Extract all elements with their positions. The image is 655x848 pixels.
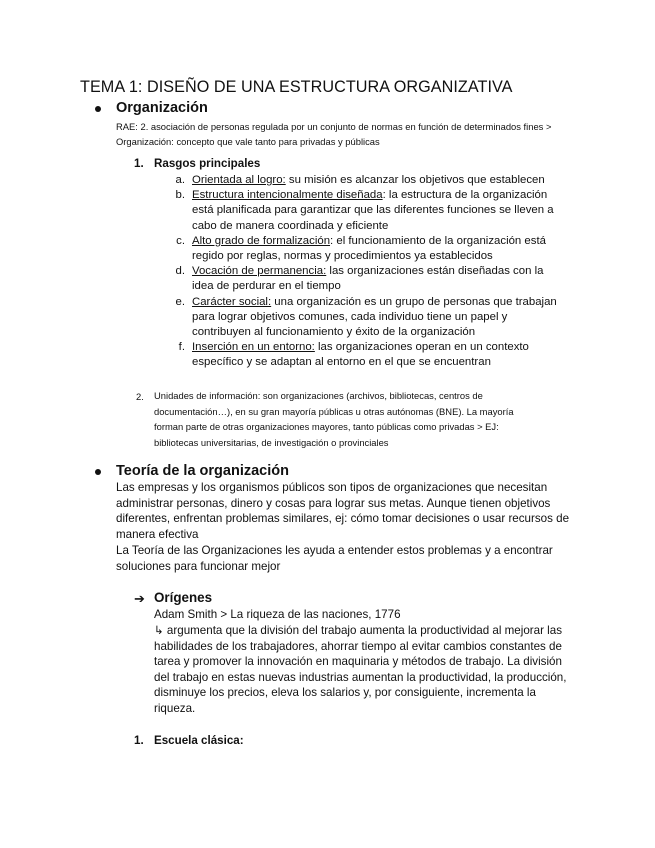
rasgo-item — [178, 340, 612, 370]
list-marker: c. — [176, 234, 185, 247]
bullet-icon — [95, 469, 101, 475]
document-title: TEMA 1: DISEÑO DE UNA ESTRUCTURA ORGANIZATIVA — [80, 78, 513, 96]
rasgos-list — [175, 173, 612, 371]
rasgo-item — [175, 173, 612, 188]
rae-definition: RAE: 2. asociación de personas regulada por un conjunto de normas en función de determinados fines > — [116, 121, 552, 132]
text-line: riqueza. — [154, 702, 196, 715]
text-line: documentación…), en su gran mayoría públicas u otras autónomas (BNE). La mayoría — [154, 405, 514, 417]
text-line: manera efectiva — [116, 527, 199, 541]
rasgo-text: específico y se adaptan al entorno en el que se encuentran — [192, 356, 491, 369]
text-line: disminuye los precios, eleva los salarios y, por consiguiente, incrementa la — [154, 686, 536, 700]
text-line: soluciones para funcionar mejor — [116, 559, 281, 573]
rasgo-text: cabo de manera coordinada y eficiente — [192, 219, 389, 232]
rasgo-text: : la estructura de la organización — [382, 189, 548, 202]
text-line: ↳ argumenta que la división del trabajo aumenta la productividad al mejorar las — [154, 624, 562, 637]
text-line: tarea y promover la innovación en maquinaria y métodos de trabajo. La división — [154, 655, 562, 669]
rasgo-item — [175, 295, 612, 341]
list-number: 1. — [134, 734, 144, 747]
list-marker: d. — [175, 265, 185, 278]
bullet-icon — [95, 106, 101, 112]
rasgo-term: Inserción en un entorno: — [192, 341, 315, 354]
list-marker: b. — [175, 189, 185, 202]
rasgo-text: contribuyen al funcionamiento y éxito de la organización — [192, 326, 476, 339]
rasgo-text: está planificada para garantizar que las diferentes funciones se lleven a — [192, 204, 554, 217]
subsection-heading-origenes: Orígenes — [154, 590, 213, 605]
text-line: del trabajo en estas nuevas industrias aumentan la productividad, la producción, — [154, 670, 567, 684]
text-line: diferentes, enfrentan problemas similares, ej: cómo tomar decisiones o usar recursos de — [116, 512, 570, 526]
origenes-source: Adam Smith > La riqueza de las naciones, 1776 — [154, 608, 401, 621]
rasgo-item — [175, 188, 612, 234]
rasgo-text: su misión es alcanzar los objetivos que establecen — [285, 174, 545, 186]
text-line: Unidades de información: son organizaciones (archivos, bibliotecas, centros de — [154, 390, 483, 401]
text-line: habilidades de los trabajadores, ahorrar tiempo al evitar cambios constantes de — [154, 639, 562, 653]
arrow-right-icon: ➔ — [134, 591, 145, 606]
rasgo-item — [175, 264, 612, 294]
section-heading-teoria: Teoría de la organización — [116, 463, 289, 479]
rasgos-heading: Rasgos principales — [154, 157, 261, 170]
rasgo-term: Estructura intencionalmente diseñada — [192, 189, 383, 202]
list-number: 2. — [136, 391, 144, 402]
rasgo-text: las organizaciones están diseñadas con la — [326, 265, 544, 278]
list-marker: f. — [178, 341, 185, 354]
escuela-clasica-heading: Escuela clásica: — [154, 734, 244, 747]
rasgo-item — [176, 234, 612, 264]
rasgo-text: regido por reglas, normas y procedimientos ya establecidos — [192, 250, 493, 263]
list-marker: e. — [175, 295, 185, 308]
text-line: administrar personas, dinero y cosas para lograr sus metas. Aunque tienen objetivos — [116, 496, 551, 510]
rasgo-term: Orientada al logro: — [192, 174, 286, 186]
rasgo-term: Alto grado de formalización — [192, 234, 331, 247]
list-marker: a. — [175, 174, 185, 186]
rasgo-term: Carácter social: — [192, 295, 272, 308]
rae-definition-line2: Organización: concepto que vale tanto para privadas y públicas — [116, 136, 380, 147]
rasgo-text: idea de perdurar en el tiempo — [192, 280, 341, 293]
text-line: Las empresas y los organismos públicos son tipos de organizaciones que necesitan — [116, 481, 548, 494]
text-line: forman parte de otras organizaciones mayores, tanto públicas como privadas > EJ: — [154, 421, 499, 432]
rasgo-text: para lograr objetivos comunes, cada individuo tiene un papel y — [192, 310, 508, 323]
rasgo-term: Vocación de permanencia: — [192, 265, 327, 278]
text-line: bibliotecas universitarias, de investigación o provinciales — [154, 436, 389, 448]
rasgo-text: : el funcionamiento de la organización está — [330, 234, 546, 247]
text-line: La Teoría de las Organizaciones les ayuda a entender estos problemas y a encontrar — [116, 544, 553, 557]
rasgo-text: las organizaciones operan en un contexto — [314, 341, 529, 354]
section-heading-organizacion: Organización — [116, 100, 208, 116]
rasgo-text: una organización es un grupo de personas que trabajan — [271, 295, 557, 308]
list-number: 1. — [134, 157, 144, 170]
